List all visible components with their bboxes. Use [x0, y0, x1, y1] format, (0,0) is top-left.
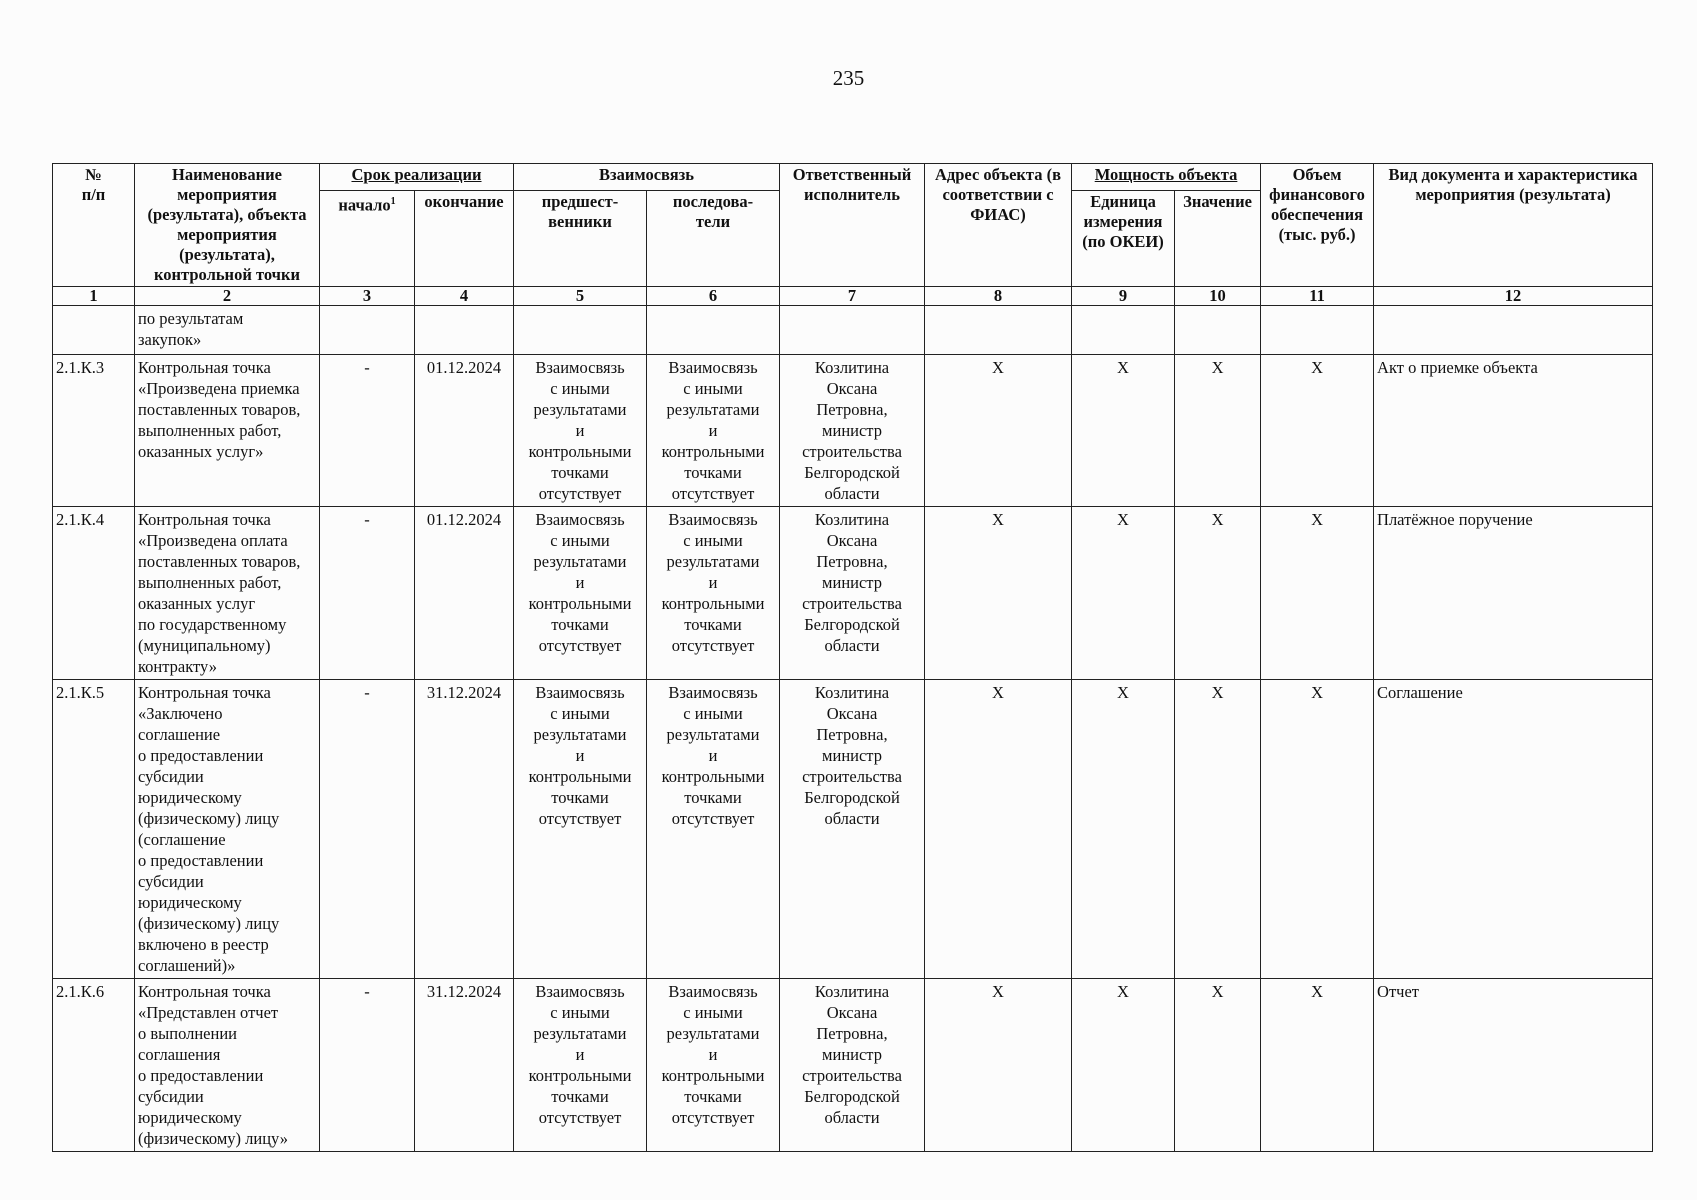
- row-finance: X: [1261, 680, 1374, 979]
- row-address: X: [925, 979, 1072, 1152]
- column-number: 3: [320, 287, 415, 306]
- row-start: -: [320, 680, 415, 979]
- row-number: 2.1.К.5: [53, 680, 135, 979]
- row-finance: X: [1261, 355, 1374, 507]
- header-finance: Объем финансового обеспечения (тыс. руб.): [1261, 164, 1374, 287]
- row-finance: X: [1261, 979, 1374, 1152]
- header-responsible: Ответственный исполнитель: [780, 164, 925, 287]
- column-numbers-row: [53, 287, 1653, 306]
- page-number: 235: [832, 66, 865, 90]
- row-number: 2.1.К.6: [53, 979, 135, 1152]
- row-address: X: [925, 355, 1072, 507]
- row-end: 01.12.2024: [415, 507, 514, 680]
- column-number: 10: [1175, 287, 1261, 306]
- cell-empty: [1072, 306, 1175, 355]
- row-end: 31.12.2024: [415, 979, 514, 1152]
- cell-empty: [780, 306, 925, 355]
- table-row: [53, 355, 1653, 507]
- column-number: 11: [1261, 287, 1374, 306]
- column-number: 2: [135, 287, 320, 306]
- header-term-start: [320, 191, 415, 287]
- row-value: X: [1175, 507, 1261, 680]
- table-row: [53, 979, 1653, 1152]
- row-value: X: [1175, 355, 1261, 507]
- column-number: 12: [1374, 287, 1653, 306]
- row-responsible: Козлитина Оксана Петровна, министр строительства Белгородской области: [780, 979, 925, 1152]
- row-predecessors: Взаимосвязь с иными результатами и контрольными точками отсутствует: [514, 680, 647, 979]
- header-term: Срок реализации: [320, 164, 514, 191]
- row-unit: X: [1072, 680, 1175, 979]
- row-number: 2.1.К.4: [53, 507, 135, 680]
- footnote-marker: 1: [390, 196, 396, 208]
- cell-empty: [925, 306, 1072, 355]
- row-name: Контрольная точка «Представлен отчет о выполнении соглашения о предоставлении субсидии юридическому (физическому) лицу»: [135, 979, 320, 1152]
- cell-empty: [1261, 306, 1374, 355]
- row-predecessors: Взаимосвязь с иными результатами и контрольными точками отсутствует: [514, 507, 647, 680]
- row-unit: X: [1072, 355, 1175, 507]
- cell-empty: [53, 306, 135, 355]
- column-number: 5: [514, 287, 647, 306]
- row-start: -: [320, 507, 415, 680]
- cell-empty: [320, 306, 415, 355]
- row-finance: X: [1261, 507, 1374, 680]
- row-name: Контрольная точка «Произведена оплата поставленных товаров, выполненных работ, оказанных услуг по государственному (муниципальному) контракту»: [135, 507, 320, 680]
- cell-empty: [1175, 306, 1261, 355]
- column-number: 1: [53, 287, 135, 306]
- row-doc: Акт о приемке объекта: [1374, 355, 1653, 507]
- row-address: X: [925, 507, 1072, 680]
- header-capacity-value: Значение: [1175, 191, 1261, 287]
- header-capacity-unit: Единица измерения (по ОКЕИ): [1072, 191, 1175, 287]
- continuation-row: [53, 306, 1653, 355]
- header-capacity: Мощность объекта: [1072, 164, 1261, 191]
- header-doc-type: Вид документа и характеристика мероприятия (результата): [1374, 164, 1653, 287]
- header-relation: Взаимосвязь: [514, 164, 780, 191]
- row-unit: X: [1072, 507, 1175, 680]
- control-points-table: [52, 163, 1653, 1152]
- cell-empty: [647, 306, 780, 355]
- row-successors: Взаимосвязь с иными результатами и контрольными точками отсутствует: [647, 979, 780, 1152]
- header-relation-next: последова- тели: [647, 191, 780, 287]
- row-value: X: [1175, 680, 1261, 979]
- cell-empty: [514, 306, 647, 355]
- column-number: 6: [647, 287, 780, 306]
- header-no: № п/п: [53, 164, 135, 287]
- row-responsible: Козлитина Оксана Петровна, министр строительства Белгородской области: [780, 680, 925, 979]
- row-successors: Взаимосвязь с иными результатами и контрольными точками отсутствует: [647, 507, 780, 680]
- header-name: Наименование мероприятия (результата), объекта мероприятия (результата), контрольной точки: [135, 164, 320, 287]
- table-row: [53, 680, 1653, 979]
- row-predecessors: Взаимосвязь с иными результатами и контрольными точками отсутствует: [514, 979, 647, 1152]
- row-successors: Взаимосвязь с иными результатами и контрольными точками отсутствует: [647, 680, 780, 979]
- row-name: Контрольная точка «Заключено соглашение о предоставлении субсидии юридическому (физическому) лицу (соглашение о предоставлении субсидии юридическому (физическому) лицу включено в реестр соглашений)»: [135, 680, 320, 979]
- header-address: Адрес объекта (в соответствии с ФИАС): [925, 164, 1072, 287]
- row-start: -: [320, 355, 415, 507]
- column-number: 4: [415, 287, 514, 306]
- row-end: 31.12.2024: [415, 680, 514, 979]
- row-end: 01.12.2024: [415, 355, 514, 507]
- row-predecessors: Взаимосвязь с иными результатами и контрольными точками отсутствует: [514, 355, 647, 507]
- row-value: X: [1175, 979, 1261, 1152]
- row-doc: Отчет: [1374, 979, 1653, 1152]
- header-term-end: окончание: [415, 191, 514, 287]
- column-number: 9: [1072, 287, 1175, 306]
- column-number: 7: [780, 287, 925, 306]
- row-name: Контрольная точка «Произведена приемка поставленных товаров, выполненных работ, оказанных услуг»: [135, 355, 320, 507]
- header-term-start-label: начало: [338, 195, 391, 215]
- row-responsible: Козлитина Оксана Петровна, министр строительства Белгородской области: [780, 507, 925, 680]
- table-row: [53, 507, 1653, 680]
- cell-empty: [415, 306, 514, 355]
- table-body: [53, 306, 1653, 1152]
- column-number: 8: [925, 287, 1072, 306]
- row-start: -: [320, 979, 415, 1152]
- row-number: 2.1.К.3: [53, 355, 135, 507]
- row-successors: Взаимосвязь с иными результатами и контрольными точками отсутствует: [647, 355, 780, 507]
- continuation-text: по результатам закупок»: [135, 306, 320, 355]
- row-unit: X: [1072, 979, 1175, 1152]
- row-responsible: Козлитина Оксана Петровна, министр строительства Белгородской области: [780, 355, 925, 507]
- row-address: X: [925, 680, 1072, 979]
- table-header: [53, 164, 1653, 306]
- cell-empty: [1374, 306, 1653, 355]
- header-relation-pred: предшест- венники: [514, 191, 647, 287]
- row-doc: Платёжное поручение: [1374, 507, 1653, 680]
- row-doc: Соглашение: [1374, 680, 1653, 979]
